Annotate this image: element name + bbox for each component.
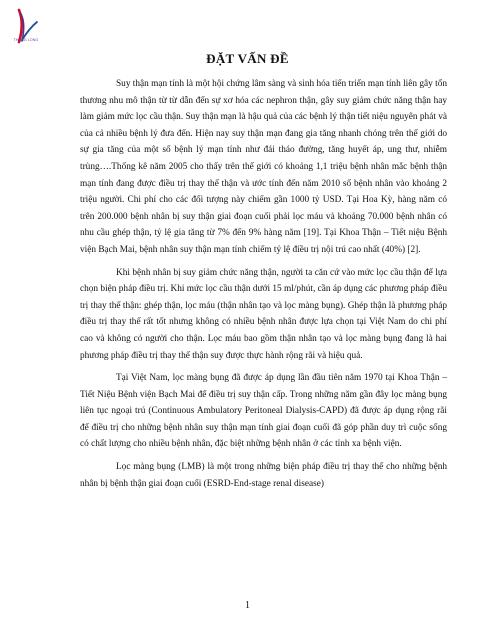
- page-number: 1: [245, 600, 250, 611]
- paragraph-2: Khi bệnh nhân bị suy giảm chức năng thận, người ta căn cứ vào mức lọc cầu thận để lựa chọn biện pháp điều trị. Khi mức lọc cầu thận dưới 15 ml/phút, cần áp dụng các phương pháp điều trị thay thế thận: ghép thận, lọc máu (thận nhân tạo và lọc màng bụng). Ghép thận là phương pháp điều trị thay thế rất tốt nhưng không có nhiều bệnh nhân được lựa chọn tại Việt Nam do chi phí cao và không có người cho thận. Lọc máu bao gồm thận nhân tạo và lọc màng bụng đang là hai phương pháp điều trị thay thế thận suy được thực hành rộng rãi và hiệu quả.: [80, 267, 447, 361]
- page-title: ĐẶT VẤN ĐỀ: [206, 51, 289, 66]
- logo-caption: THANG LONG: [13, 38, 39, 42]
- document-body: [80, 76, 447, 492]
- university-logo-icon: [10, 8, 42, 50]
- paragraph-4: Lọc màng bụng (LMB) là một trong những biện pháp điều trị thay thế cho những bệnh nhân bị bệnh thận giai đoạn cuối (ESRD-End-stage renal disease): [80, 462, 447, 489]
- paragraph-1: Suy thận mạn tính là một hội chứng lâm sàng và sinh hóa tiến triển mạn tính liên gây tổn thương nhu mô thận từ từ dẫn đến sự xơ hóa các nephron thận, gây suy giảm chức năng thận hay làm giảm mức lọc cầu thận. Suy thận mạn là hậu quả của các bệnh lý thận tiết niệu nguyên phát và của cả nhiều bệnh lý đưa đến. Hiện nay suy thận mạn đang gia tăng nhanh chóng trên thế giới do sự gia tăng của một số bệnh lý mạn tính như đái tháo đường, tăng huyết áp, ung thư, nhiễm trùng….Thống kê năm 2005 cho thấy trên thế giới có khoảng 1,1 triệu bệnh nhân mắc bệnh thận mạn tính đang được điều trị thay thế thận và ước tính đến năm 2010 số bệnh nhân vào khoảng 2 triệu người. Chi phí cho các đối tượng này chiếm gần 1000 tỷ USD. Tại Hoa Kỳ, hàng năm có trên 200.000 bệnh nhân bị suy thận giai đoạn cuối phải lọc máu và khoảng 70.000 bệnh nhân có nhu cầu ghép thận, tỷ lệ gia tăng từ 7% đến 9% hàng năm [19]. Tại Khoa Thận – Tiết niệu Bệnh viện Bạch Mai, bệnh nhân suy thận mạn tính chiếm tỷ lệ điều trị nội trú cao nhất (40%) [2].: [80, 79, 447, 255]
- paragraph-3: Tại Việt Nam, lọc màng bụng đã được áp dụng lần đầu tiên năm 1970 tại Khoa Thận – Tiết Niệu Bệnh viện Bạch Mai để điều trị suy thận cấp. Trong những năm gần đây lọc màng bụng liên tục ngoại trú (Continuous Ambulatory Peritoneal Dialysis-CAPD) đã được áp dụng rộng rãi để điều trị cho những bệnh nhân suy thận mạn tính giai đoạn cuối đã góp phần duy trì cuộc sống có chất lượng cho nhiều bệnh nhân, đặc biệt những bệnh nhân ở các tỉnh xa bệnh viện.: [80, 373, 447, 450]
